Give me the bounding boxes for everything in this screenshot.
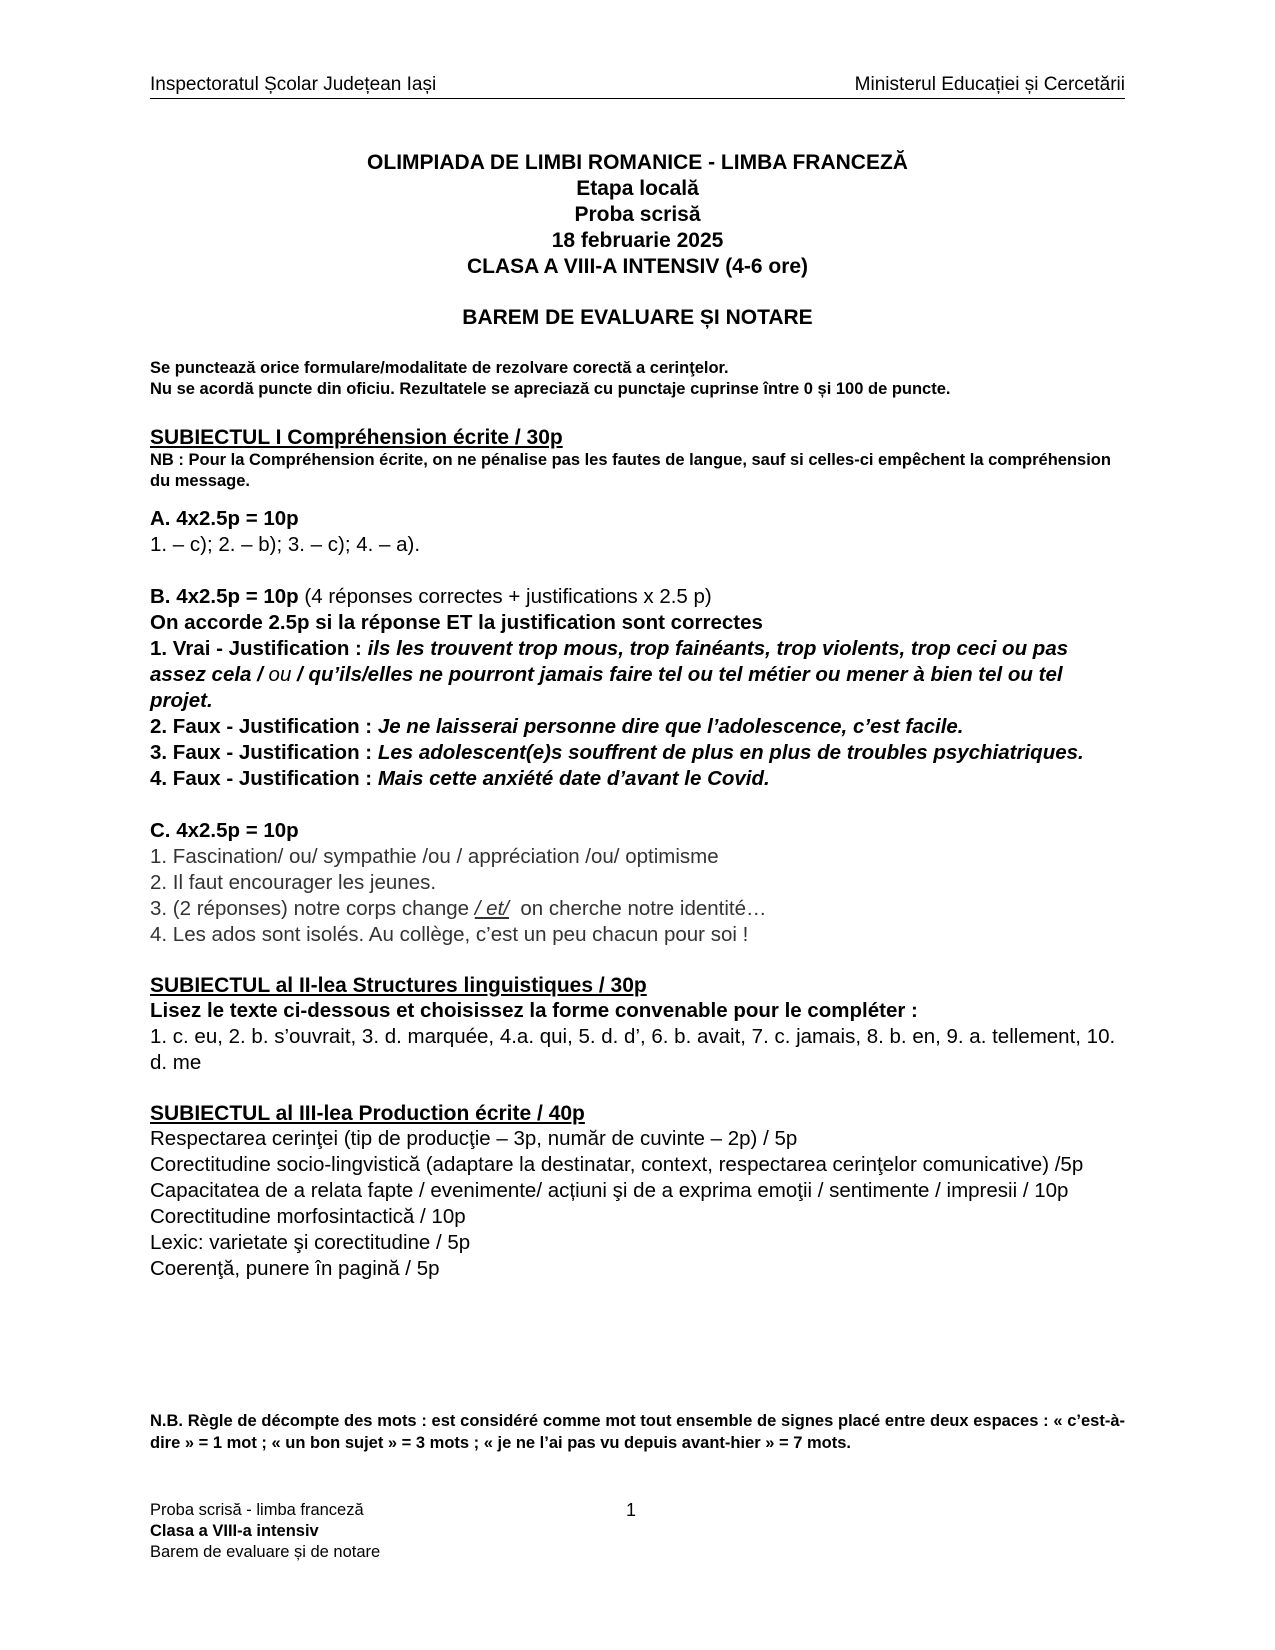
item-text-et: / et/ (474, 897, 509, 920)
part-b-item-4 (150, 766, 1125, 792)
part-a-answers: 1. – c); 2. – b); 3. – c); 4. – a). (150, 533, 421, 556)
item-label: 3. Faux - Justification : (150, 741, 378, 764)
item-text: / qu’ils/elles ne pourront jamais faire tel ou tel métier ou mener à bien tel ou tel projet. (150, 663, 1063, 712)
part-b-item-2 (150, 714, 1125, 740)
part-b-item-3 (150, 740, 1125, 766)
intro-line-1: Se punctează orice formulare/modalitate de rezolvare corectă a cerinţelor. (150, 359, 729, 377)
page-footer (150, 1500, 380, 1563)
section-3-item: Respectarea cerinţei (tip de producţie – 3p, număr de cuvinte – 2p) / 5p (150, 1127, 798, 1150)
footer-line-1: Proba scrisă - limba franceză (150, 1501, 364, 1519)
part-b-title: B. 4x2.5p = 10p (150, 585, 299, 608)
date: 18 februarie 2025 (551, 229, 724, 252)
word-count-rule: N.B. Règle de décompte des mots : est considéré comme mot tout ensemble de signes placé entre deux espaces : « c’est-à-dire » = 1 mot ; « un bon sujet » = 3 mots ; « je ne l’ai pas vu depuis avant-hier » = 7 mots. (150, 1412, 1125, 1452)
item-text: Les adolescent(e)s souffrent de plus en plus de troubles psychiatriques. (377, 741, 1084, 764)
intro (150, 358, 1125, 400)
part-b-rule: On accorde 2.5p si la réponse ET la justification sont correctes (150, 611, 763, 634)
section-3-item: Lexic: varietate şi corectitudine / 5p (150, 1231, 471, 1254)
part-a-title: A. 4x2.5p = 10p (150, 507, 299, 530)
part-c-item-4: 4. Les ados sont isolés. Au collège, c’est un peu chacun pour soi ! (150, 923, 749, 946)
title-block (150, 150, 1125, 280)
section-2-answers: 1. c. eu, 2. b. s’ouvrait, 3. d. marquée, 4.a. qui, 5. d. d’, 6. b. avait, 7. c. jamais, 8. b. en, 9. a. tellement, 10. d. me (150, 1025, 1116, 1074)
section-3-item: Coerenţă, punere în pagină / 5p (150, 1257, 440, 1280)
item-text: 3. (2 réponses) notre corps change (150, 897, 475, 920)
barem-title: BAREM DE EVALUARE ȘI NOTARE (462, 306, 813, 329)
class: CLASA A VIII-A INTENSIV (4-6 ore) (466, 255, 809, 278)
header-right: Ministerul Educației și Cercetării (854, 74, 1125, 95)
section-1-title: SUBIECTUL I Compréhension écrite / 30p (150, 426, 563, 449)
item-text-ou: ou (268, 663, 292, 686)
section-3-title: SUBIECTUL al III-lea Production écrite / 40p (150, 1102, 585, 1125)
section-1-nb: NB : Pour la Compréhension écrite, on ne pénalise pas les fautes de langue, sauf si celles-ci empêchent la compréhension du message. (150, 451, 1111, 490)
part-c-item-3 (150, 896, 1125, 922)
olympiad-title: OLIMPIADA DE LIMBI ROMANICE - LIMBA FRANCEZĂ (367, 151, 908, 174)
page-number: 1 (626, 1500, 637, 1520)
section-2-instruction: Lisez le texte ci-dessous et choisissez la forme convenable pour le compléter : (150, 999, 918, 1022)
page-header (150, 74, 1125, 99)
footer-line-3: Barem de evaluare și de notare (150, 1543, 381, 1561)
item-text: Je ne laisserai personne dire que l’adolescence, c’est facile. (377, 715, 964, 738)
item-label: 2. Faux - Justification : (150, 715, 378, 738)
section-3-item: Capacitatea de a relata fapte / evenimente/ acțiuni şi de a exprima emoţii / sentimente / impresii / 10p (150, 1179, 1069, 1202)
section-3-item: Corectitudine morfosintactică / 10p (150, 1205, 466, 1228)
part-c-title: C. 4x2.5p = 10p (150, 819, 299, 842)
intro-line-2: Nu se acordă puncte din oficiu. Rezultatele se apreciază cu punctaje cuprinse între 0 și 100 de puncte. (150, 380, 951, 398)
item-text: ils les trouvent trop mous, trop fainéants, trop violents, trop ceci ou pas assez cela / (150, 637, 1069, 686)
stage: Etapa locală (576, 177, 699, 200)
item-label: 1. Vrai - Justification : (150, 637, 368, 660)
item-text: on cherche notre identité… (508, 897, 767, 920)
section-3-item: Corectitudine socio-lingvistică (adaptare la destinatar, context, respectarea cerinţelor comunicative) /5p (150, 1153, 1084, 1176)
part-b-item-1 (150, 636, 1125, 714)
part-c-item-2: 2. Il faut encourager les jeunes. (150, 871, 437, 894)
item-label: 4. Faux - Justification : (150, 767, 378, 790)
header-left: Inspectoratul Școlar Județean Iași (150, 74, 437, 95)
document-body (150, 426, 1125, 1282)
part-c-item-1: 1. Fascination/ ou/ sympathie /ou / appréciation /ou/ optimisme (150, 845, 719, 868)
test-type: Proba scrisă (574, 203, 701, 226)
part-b-heading (150, 584, 1125, 610)
section-2-title: SUBIECTUL al II-lea Structures linguistiques / 30p (150, 974, 647, 997)
part-b-note: (4 réponses correctes + justifications x 2.5 p) (298, 585, 712, 608)
item-text: Mais cette anxiété date d’avant le Covid. (377, 767, 770, 790)
footer-line-2: Clasa a VIII-a intensiv (150, 1522, 319, 1540)
